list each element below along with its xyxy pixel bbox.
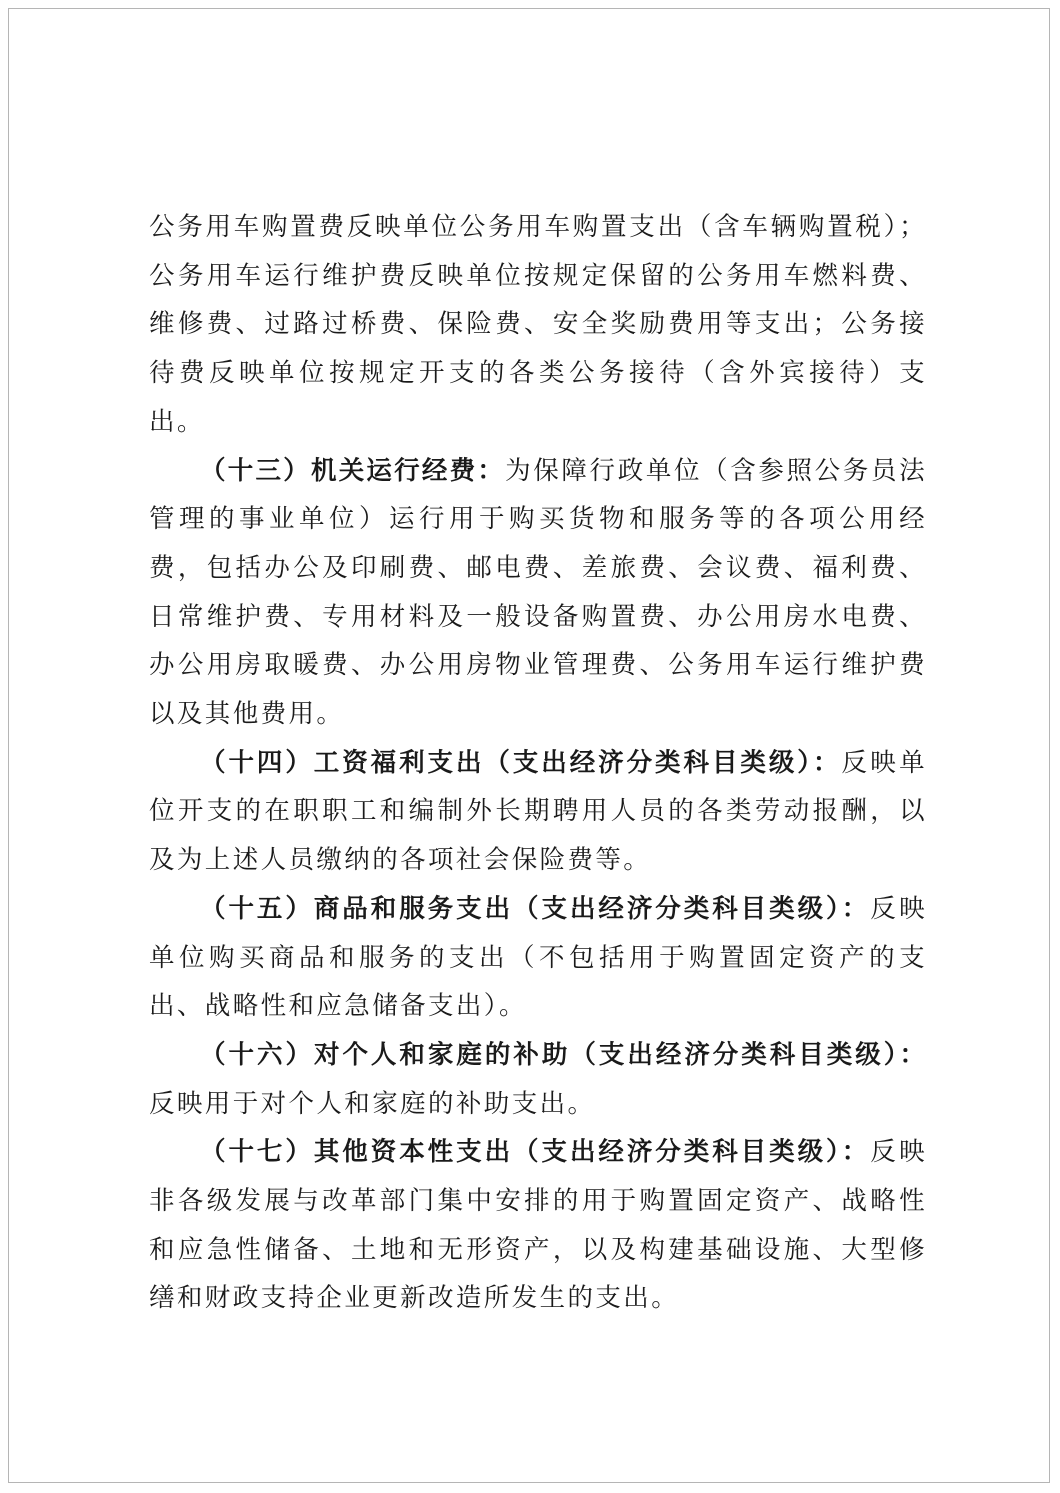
paragraph-heading: （十七）其他资本性支出（支出经济分类科目类级）： xyxy=(200,1137,871,1168)
paragraph-heading: （十六）对个人和家庭的补助（支出经济分类科目类级）： xyxy=(200,1039,927,1070)
document-body xyxy=(149,203,927,1323)
paragraph-heading: （十三）机关运行经费： xyxy=(200,455,506,486)
paragraph-text: 公务用车购置费反映单位公务用车购置支出（含车辆购置税）；公务用车运行维护费反映单位按规定保留的公务用车燃料费、维修费、过路过桥费、保险费、安全奖励费用等支出；公务接待费反映单位按规定开支的各类公务接待（含外宾接待）支出。 xyxy=(149,212,927,437)
paragraph-16-household-subsidies xyxy=(149,1031,927,1128)
paragraph-text: 反映单位开支的在职职工和编制外长期聘用人员的各类劳动报酬，以及为上述人员缴纳的各项社会保险费等。 xyxy=(149,747,927,876)
paragraph-text: 反映非各级发展与改革部门集中安排的用于购置固定资产、战略性和应急性储备、土地和无形资产，以及构建基础设施、大型修缮和财政支持企业更新改造所发生的支出。 xyxy=(149,1137,927,1314)
paragraph-text: 为保障行政单位（含参照公务员法管理的事业单位）运行用于购买货物和服务等的各项公用经费，包括办公及印刷费、邮电费、差旅费、会议费、福利费、日常维护费、专用材料及一般设备购置费、办公用房水电费、办公用房取暖费、办公用房物业管理费、公务用车运行维护费以及其他费用。 xyxy=(149,455,927,730)
paragraph-13-office-operating-expenses xyxy=(149,447,927,739)
paragraph-heading: （十五）商品和服务支出（支出经济分类科目类级）： xyxy=(200,893,871,924)
paragraph-vehicle-expenses xyxy=(149,203,927,447)
paragraph-14-wages-welfare xyxy=(149,739,927,885)
paragraph-15-goods-services xyxy=(149,885,927,1031)
paragraph-heading: （十四）工资福利支出（支出经济分类科目类级）： xyxy=(200,747,842,778)
paragraph-text: 反映单位购买商品和服务的支出（不包括用于购置固定资产的支出、战略性和应急储备支出）。 xyxy=(149,893,927,1022)
paragraph-17-other-capital-expenditure xyxy=(149,1128,927,1323)
paragraph-text: 反映用于对个人和家庭的补助支出。 xyxy=(149,1088,596,1119)
document-page xyxy=(8,8,1050,1483)
